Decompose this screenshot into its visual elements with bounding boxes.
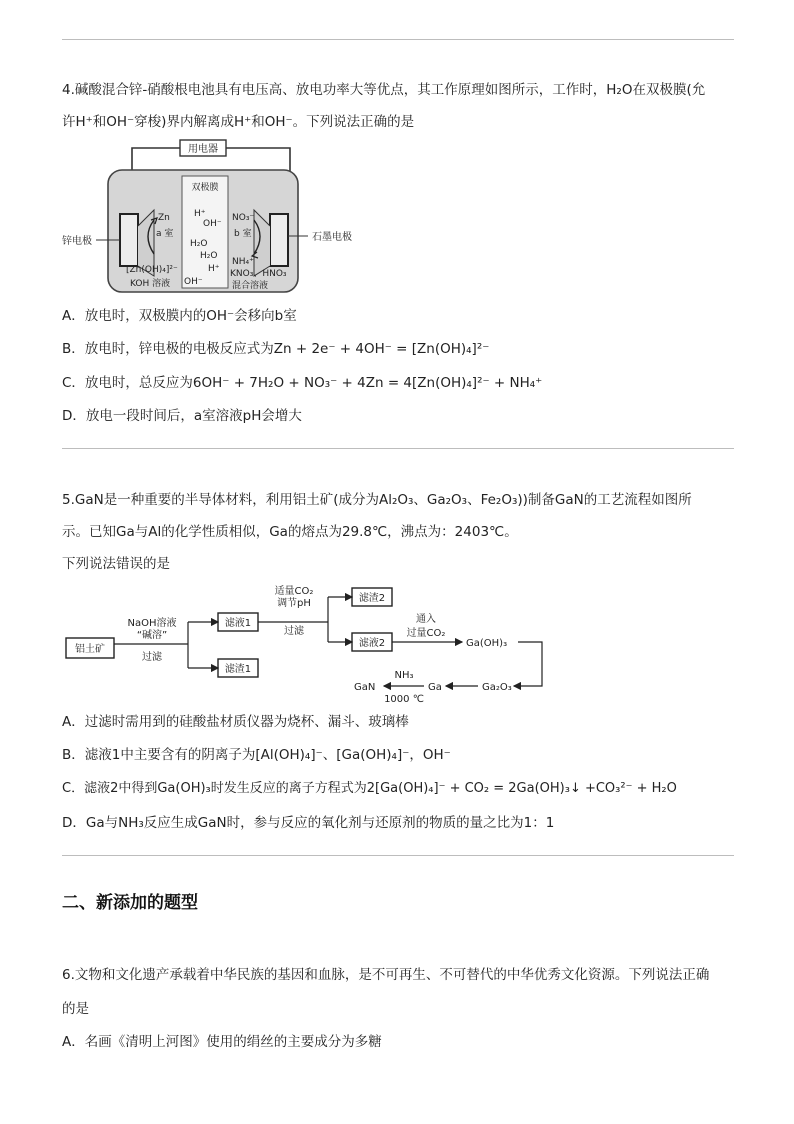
q4-battery-diagram [62,136,362,298]
no3-label: NO₃⁻ [232,213,255,223]
koh-label: KOH 溶液 [130,279,171,289]
q5-process-flowchart [62,582,552,708]
q5-stem-line2: 示。已知Ga与Al的化学性质相似，Ga的熔点为29.8℃，沸点为：2403℃。 [62,524,518,540]
h-plus-label: H⁺ [194,209,206,219]
divider-top [62,39,734,40]
nh3-label: NH₃ [394,670,414,681]
divider-q5-section2 [62,855,734,856]
q4-stem-line2: 许H⁺和OH⁻穿梭)界内解离成H⁺和OH⁻。下列说法正确的是 [62,114,415,130]
h-plus-label-2: H⁺ [208,264,220,274]
temp-label: 1000 ℃ [384,694,424,705]
q5-stem-line3: 下列说法错误的是 [62,556,170,572]
zn-label: Zn [158,213,170,223]
pass-label-2: 过量CO₂ [406,628,446,639]
membrane-label: 双极膜 [191,183,219,193]
h2o-label-2: H₂O [200,251,218,261]
filtrate2-box-label: 滤液2 [358,638,386,649]
ga2o3-label: Ga₂O₃ [482,682,512,693]
h2o-label-1: H₂O [190,239,208,249]
pass-label-1: 通入 [416,614,436,625]
section-heading: 二、新添加的题型 [62,893,198,913]
residue2-box-label: 滤渣2 [358,593,386,604]
zincate-label: [Zn(OH)₄]²⁻ [126,265,178,275]
q5-option-c[interactable]: C．滤液2中得到Ga(OH)₃时发生反应的离子方程式为2[Ga(OH)₄]⁻ + CO₂ = 2Ga(OH)₃↓ +CO₃²⁻ + H₂O [62,781,677,796]
mix-label-2: 混合溶液 [232,281,269,291]
residue1-box-label: 滤渣1 [224,664,252,675]
q6-stem-line1: 6.文物和文化遗产承载着中华民族的基因和血脉，是不可再生、不可替代的中华优秀文化资源。下列说法正确 [62,967,710,983]
q6-stem-line2: 的是 [62,1001,89,1017]
q4-option-a[interactable]: A．放电时，双极膜内的OH⁻会移向b室 [62,308,297,324]
divider-q4-q5 [62,448,734,449]
oh-minus-label: OH⁻ [203,219,222,229]
device-label: 用电器 [188,144,218,155]
ore-box-label: 铝土矿 [75,644,105,655]
q6-option-a[interactable]: A．名画《清明上河图》使用的绢丝的主要成分为多糖 [62,1034,382,1050]
q4-option-d[interactable]: D．放电一段时间后，a室溶液pH会增大 [62,408,302,424]
q4-stem-line1: 4.碱酸混合锌-硝酸根电池具有电压高、放电功率大等优点，其工作原理如图所示，工作时，H₂O在双极膜(允 [62,82,706,98]
oh-minus-label-2: OH⁻ [184,277,203,287]
co2-label-1: 适量CO₂ [274,586,314,597]
naoh-label-2: “碱溶” [136,630,168,641]
room-b-label: b 室 [234,229,252,239]
q4-option-b[interactable]: B．放电时，锌电极的电极反应式为Zn + 2e⁻ + 4OH⁻ = [Zn(OH)₄]²⁻ [62,341,490,357]
q5-option-d[interactable]: D．Ga与NH₃反应生成GaN时，参与反应的氧化剂与还原剂的物质的量之比为1：1 [62,815,555,831]
co2-label-2: 调节pH [277,598,311,609]
mix-label-1: KNO₃、HNO₃ [230,269,287,279]
filtrate1-box-label: 滤液1 [224,618,252,629]
gan-label: GaN [354,682,376,693]
naoh-label-1: NaOH溶液 [127,618,177,629]
q5-option-a[interactable]: A．过滤时需用到的硅酸盐材质仪器为烧杯、漏斗、玻璃棒 [62,714,409,730]
ga-label: Ga [428,682,442,693]
room-a-label: a 室 [156,229,174,239]
right-electrode-label: 石墨电极 [312,232,352,243]
co2-label-3: 过滤 [284,626,304,637]
nh4-label: NH₄⁺ [232,257,254,267]
gaoh3-label: Ga(OH)₃ [466,638,508,649]
q5-option-b[interactable]: B．滤液1中主要含有的阴离子为[Al(OH)₄]⁻、[Ga(OH)₄]⁻，OH⁻ [62,747,451,763]
q4-option-c[interactable]: C．放电时，总反应为6OH⁻ + 7H₂O + NO₃⁻ + 4Zn = 4[Zn(OH)₄]²⁻ + NH₄⁺ [62,375,543,391]
left-electrode-label: 锌电极 [62,236,92,247]
q5-stem-line1: 5.GaN是一种重要的半导体材料，利用铝土矿(成分为Al₂O₃、Ga₂O₃、Fe₂O₃))制备GaN的工艺流程如图所 [62,492,692,508]
naoh-label-3: 过滤 [142,652,162,663]
